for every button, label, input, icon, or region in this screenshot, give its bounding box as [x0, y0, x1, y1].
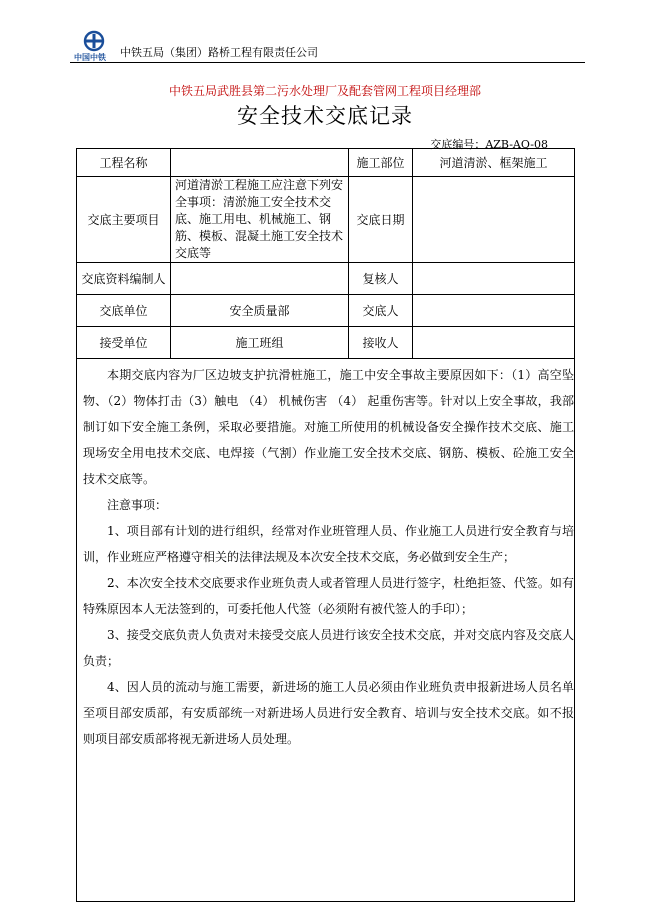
reviewer-value — [413, 263, 575, 295]
issuer-value — [413, 295, 575, 327]
receiver-value — [413, 327, 575, 359]
page-header — [70, 28, 585, 63]
table-row — [77, 263, 575, 295]
main-items-label: 交底主要项目 — [77, 177, 171, 263]
issuing-unit-value: 安全质量部 — [171, 295, 349, 327]
notes-heading: 注意事项： — [107, 498, 168, 512]
document-code: 交底编号：AZB-AQ-08 — [430, 138, 548, 151]
company-name: 中铁五局（集团）路桥工程有限责任公司 — [120, 46, 318, 59]
table-row — [77, 149, 575, 177]
project-name-label: 工程名称 — [77, 149, 171, 177]
date-label: 交底日期 — [349, 177, 413, 263]
main-items-value: 河道清淤工程施工应注意下列安全事项：清淤施工安全技术交底、施工用电、机械施工、钢筋、模板、混凝土施工安全技术交底等 — [171, 177, 349, 263]
table-row — [77, 359, 575, 902]
reviewer-label: 复核人 — [349, 263, 413, 295]
project-title: 中铁五局武胜县第二污水处理厂及配套管网工程项目经理部 — [168, 84, 481, 98]
briefing-content — [77, 359, 575, 902]
record-table — [76, 148, 575, 902]
issuer-label: 交底人 — [349, 295, 413, 327]
receiver-label: 接收人 — [349, 327, 413, 359]
compiler-label: 交底资料编制人 — [77, 263, 171, 295]
company-logo — [72, 30, 116, 60]
table-row — [77, 327, 575, 359]
crcc-logo-icon — [72, 30, 116, 52]
table-row — [77, 295, 575, 327]
intro-paragraph: 本期交底内容为厂区边坡支护抗滑桩施工，施工中安全事故主要原因如下：（1）高空坠物、（2）物体打击（3）触电 （4） 机械伤害 （4） 起重伤害等。针对以上安全事故，我部制订如下安全施工条例，采取必要措施。对施工所使用的机械设备安全操作技术交底、施工现场安全用电技术交底、电焊接（气割）作业施工安全技术交底、钢筋、模板、砼施工安全技术交底等。 — [83, 368, 574, 486]
table-row — [77, 177, 575, 263]
note-item: 1、项目部有计划的进行组织，经常对作业班管理人员、作业施工人员进行安全教育与培训，作业班应严格遵守相关的法律法规及本次安全技术交底，务必做到安全生产； — [83, 524, 574, 564]
construction-part-value: 河道清淤、框架施工 — [413, 149, 575, 177]
compiler-value — [171, 263, 349, 295]
date-value — [413, 177, 575, 263]
note-item: 3、接受交底负责人负责对未接受交底人员进行该安全技术交底，并对交底内容及交底人负责； — [83, 628, 574, 668]
note-item: 4、因人员的流动与施工需要，新进场的施工人员必须由作业班负责申报新进场人员名单至项目部安质部，有安质部统一对新进场人员进行安全教育、培训与安全技术交底。如不报则项目部安质部将视无新进场人员处理。 — [83, 680, 574, 746]
construction-part-label: 施工部位 — [349, 149, 413, 177]
logo-text: 中国中铁 — [74, 53, 106, 62]
receiving-unit-value: 施工班组 — [171, 327, 349, 359]
note-item: 2、本次安全技术交底要求作业班负责人或者管理人员进行签字，杜绝拒签、代签。如有特殊原因本人无法签到的，可委托他人代签（必须附有被代签人的手印）； — [83, 576, 574, 616]
receiving-unit-label: 接受单位 — [77, 327, 171, 359]
document-title: 安全技术交底记录 — [237, 104, 413, 128]
project-name-value — [171, 149, 349, 177]
issuing-unit-label: 交底单位 — [77, 295, 171, 327]
